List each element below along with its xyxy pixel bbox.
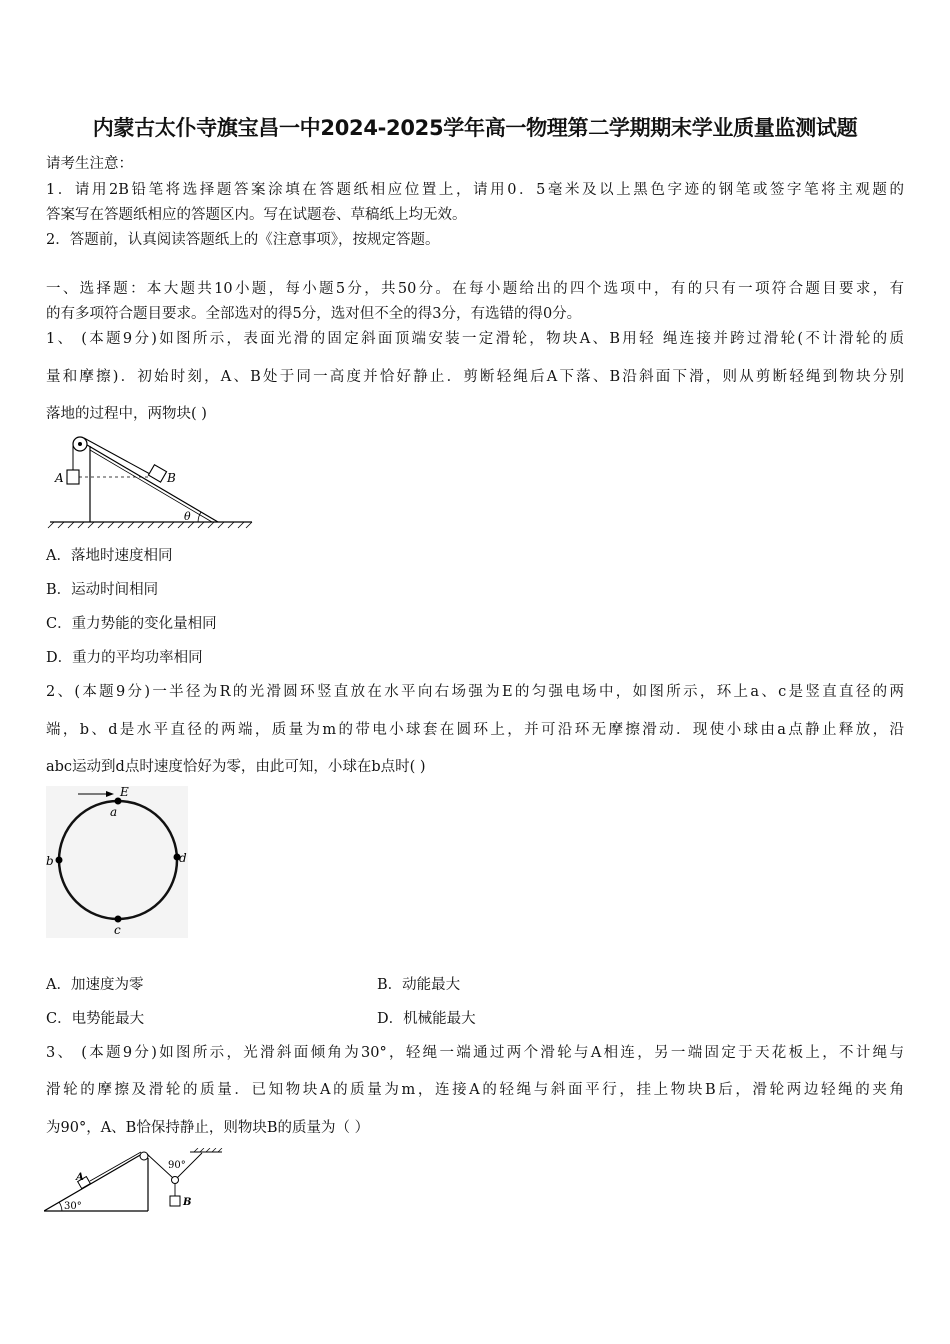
q1-label-theta: θ — [184, 510, 191, 523]
q1-option-a[interactable]: A．落地时速度相同 — [46, 548, 173, 564]
q2-option-c[interactable]: C．电势能最大 — [46, 1011, 145, 1027]
q3-stem-end: 为90°，A、B恰保持静止，则物块B的质量为（ ） — [46, 1120, 370, 1136]
q3-incline-figure — [44, 1148, 226, 1214]
q1-option-d[interactable]: D．重力的平均功率相同 — [46, 650, 203, 666]
q1-label-a: A — [55, 471, 64, 485]
q3-label-30: 30° — [64, 1201, 82, 1212]
exam-title: 内蒙古太仆寺旗宝昌一中2024-2025学年高一物理第二学期期末学业质量监测试题 — [92, 116, 858, 140]
q1-incline-figure — [46, 434, 258, 530]
notice-item-2: 2．答题前，认真阅读答题纸上的《注意事项》，按规定答题。 — [46, 232, 440, 248]
q2-label-c: c — [114, 923, 121, 937]
section-intro-cont: 的有多项符合题目要求。全部选对的得5分，选对但不全的得3分，有选错的得0分。 — [46, 306, 582, 322]
q3-stem-cont: 滑轮的摩擦及滑轮的质量．已知物块A的质量为m，连接A的轻绳与斜面平行，挂上物块B后，滑轮两边轻绳的夹角 — [46, 1082, 904, 1098]
q3-label-90: 90° — [168, 1160, 186, 1171]
notice-item-1-cont: 答案写在答题纸相应的答题区内。写在试题卷、草稿纸上均无效。 — [46, 207, 467, 223]
q2-stem-cont: 端，b、d是水平直径的两端，质量为m的带电小球套在圆环上，并可沿环无摩擦滑动．现使小球由a点静止释放，沿 — [46, 722, 904, 738]
section-intro: 一、选择题：本大题共10小题，每小题5分，共50分。在每小题给出的四个选项中，有的只有一项符合题目要求，有 — [46, 281, 904, 297]
q1-stem-end: 落地的过程中，两物块( ) — [46, 406, 207, 422]
notice-item-1: 1．请用2B铅笔将选择题答案涂填在答题纸相应位置上，请用0．5毫米及以上黑色字迹的钢笔或签字笔将主观题的 — [46, 182, 904, 198]
q1-stem: 1、 (本题9分)如图所示，表面光滑的固定斜面顶端安装一定滑轮，物块A、B用轻 绳连接并跨过滑轮(不计滑轮的质 — [46, 331, 904, 347]
q3-label-a: A — [76, 1172, 84, 1183]
q2-label-a: a — [110, 805, 118, 819]
q2-ring-figure — [46, 786, 188, 938]
q2-option-a[interactable]: A．加速度为零 — [46, 977, 144, 993]
q2-label-d: d — [179, 851, 187, 865]
q2-option-d[interactable]: D．机械能最大 — [377, 1011, 476, 1027]
q2-option-b[interactable]: B．动能最大 — [377, 977, 461, 993]
q2-label-e: E — [120, 786, 129, 799]
q3-stem: 3、 (本题9分)如图所示，光滑斜面倾角为30°，轻绳一端通过两个滑轮与A相连，另一端固定于天花板上，不计绳与 — [46, 1045, 904, 1061]
q1-option-c[interactable]: C．重力势能的变化量相同 — [46, 616, 217, 632]
q1-option-b[interactable]: B．运动时间相同 — [46, 582, 159, 598]
q3-label-b: B — [183, 1197, 192, 1208]
q1-stem-cont: 量和摩擦)．初始时刻，A、B处于同一高度并恰好静止．剪断轻绳后A下落、B沿斜面下滑，则从剪断轻绳到物块分别 — [46, 369, 904, 385]
q2-label-b: b — [46, 854, 54, 868]
q2-stem: 2、(本题9分)一半径为R的光滑圆环竖直放在水平向右场强为E的匀强电场中，如图所示，环上a、c是竖直直径的两 — [46, 684, 904, 700]
q1-label-b: B — [167, 471, 176, 485]
q2-stem-end: abc运动到d点时速度恰好为零，由此可知，小球在b点时( ) — [46, 759, 426, 775]
notice-heading: 请考生注意： — [46, 156, 133, 172]
